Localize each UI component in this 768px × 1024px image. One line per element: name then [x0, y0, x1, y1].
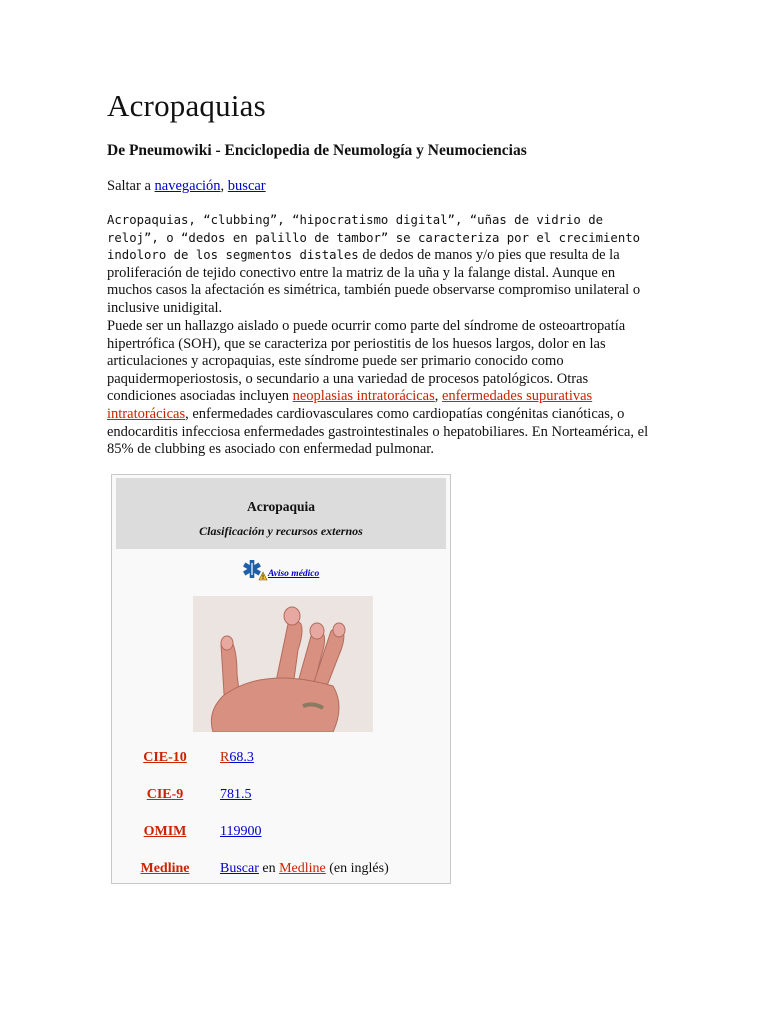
medline-link[interactable]: Medline	[279, 861, 326, 876]
code-row-omim	[112, 824, 450, 844]
medline-value	[220, 861, 389, 877]
site-subtitle: De Pneumowiki - Enciclopedia de Neumología y Neumociencias	[107, 142, 527, 159]
jump-prefix: Saltar a	[107, 178, 155, 194]
omim-label[interactable]: OMIM	[143, 824, 187, 839]
cie10-value	[220, 750, 254, 766]
jump-separator: ,	[220, 178, 228, 194]
infobox-header	[116, 478, 446, 549]
conditions-sep: ,	[434, 388, 442, 405]
medline-mid-text: en	[258, 861, 280, 876]
conditions-text-1: Puede ser un hallazgo aislado o puede ocurrir como parte del síndrome de osteoartropatía hipertrófica (SOH), que se caracteriza por periostitis de los huesos largos, dolor en las articulaciones y acropaquias, este síndrome puede ser primario conocido como paquidermoperiostosis, o secundario a una variedad de procesos patológicos. Otras condiciones asociadas incluyen	[107, 318, 626, 405]
conditions-paragraph	[107, 318, 655, 459]
omim-value	[220, 824, 261, 840]
cie10-label[interactable]: CIE-10	[143, 750, 187, 765]
jump-links	[107, 178, 266, 195]
medline-end-text: (en inglés)	[325, 861, 389, 876]
navigation-link[interactable]: navegación	[154, 178, 221, 194]
medical-notice-link[interactable]: Aviso médico	[268, 569, 320, 579]
conditions-text-2: , enfermedades cardiovasculares como cardiopatías congénitas cianóticas, o endocarditis infecciosa enfermedades gastrointestinales o hepatobiliares. En Norteamérica, el 85% de clubbing es asociado con enfermedad pulmonar.	[107, 405, 649, 458]
neoplasias-link[interactable]: neoplasias intratorácicas	[292, 388, 435, 405]
intro-paragraph	[107, 212, 655, 318]
medline-label[interactable]: Medline	[140, 861, 190, 876]
cie10-code-link[interactable]: 68.3	[229, 750, 254, 765]
cie10-chapter-link[interactable]: R	[220, 750, 230, 765]
clubbed-fingers-photo	[193, 596, 373, 732]
intro-rest-text: de dedos de manos y/o pies que resulta de la proliferación de tejido conectivo entre la matriz de la uña y la falange distal. Aunque en muchos casos la afectación es simétrica, también puede observarse compromiso unilateral o inclusive unidigital.	[107, 247, 641, 316]
code-row-cie10	[112, 750, 450, 770]
cie9-value	[220, 787, 252, 803]
code-row-cie9	[112, 787, 450, 807]
infobox-title: Acropaquia	[246, 499, 315, 514]
infobox-subtitle: Clasificación y recursos externos	[199, 524, 363, 538]
medline-search-link[interactable]: Buscar	[220, 861, 259, 876]
star-of-life-warning-icon	[242, 559, 268, 581]
infobox	[111, 474, 451, 884]
page-title: Acropaquias	[107, 88, 266, 123]
search-link[interactable]: buscar	[227, 178, 266, 194]
intro-mono-text: Acropaquias, “clubbing”, “hipocratismo digital”, “uñas de vidrio de reloj”, o “dedos en palillo de tambor” se caracteriza por el crecimiento indoloro de los segmentos distales	[107, 213, 641, 263]
omim-code-link[interactable]: 119900	[220, 824, 262, 839]
cie9-label[interactable]: CIE-9	[146, 787, 184, 802]
code-row-medline	[112, 861, 450, 881]
supurativas-link[interactable]: enfermedades supurativas intratorácicas	[107, 388, 593, 422]
cie9-code-link[interactable]: 781.5	[220, 787, 252, 802]
